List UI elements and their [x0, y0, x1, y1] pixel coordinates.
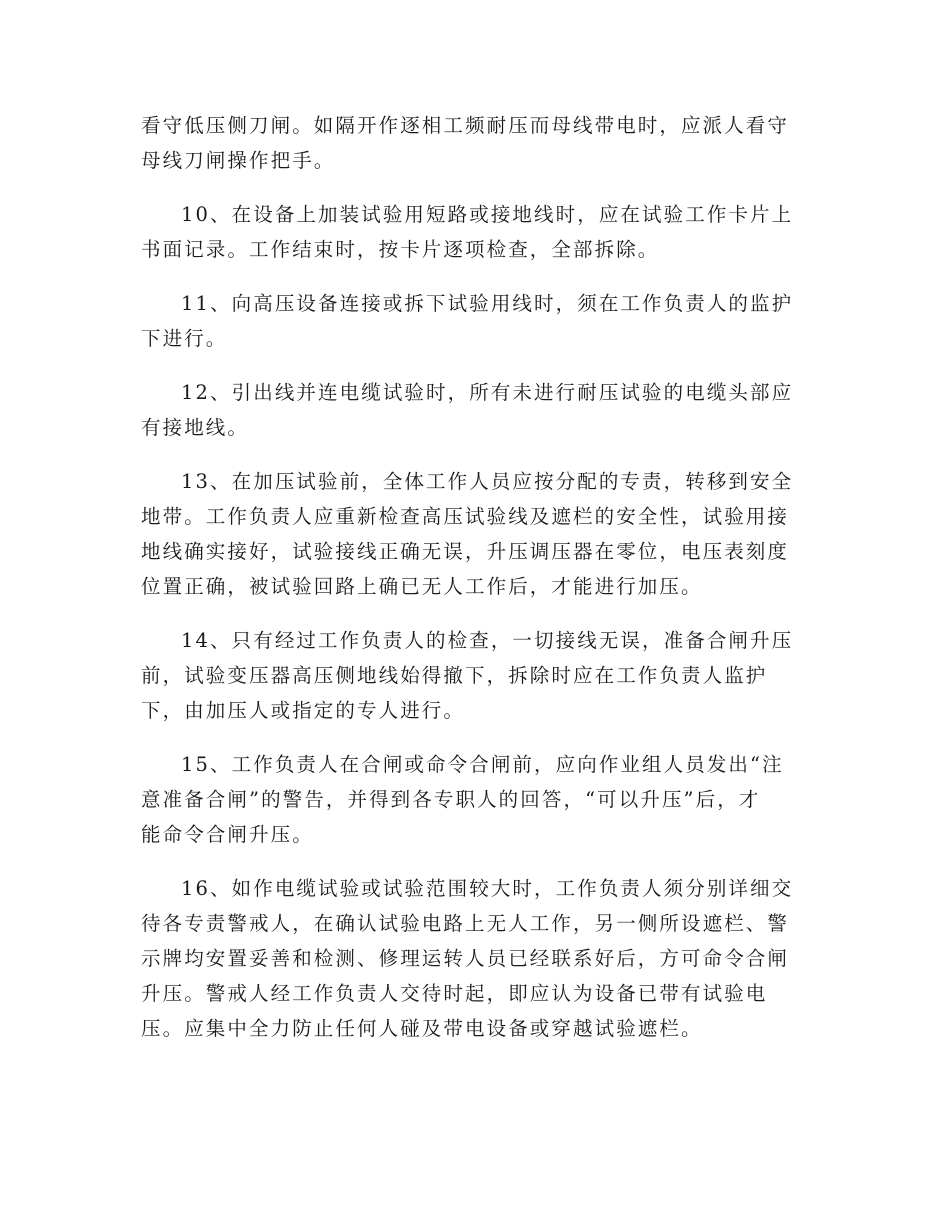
text-line: 15、工作负责人在合闸或命令合闸前，应向作业组人员发出“注 — [181, 753, 784, 776]
paragraph-item-15 — [141, 747, 801, 852]
text-line: 14、只有经过工作负责人的检查，一切接线无误，准备合闸升压 — [181, 629, 794, 652]
paragraph-continuation — [141, 108, 801, 178]
text-line: 13、在加压试验前，全体工作人员应按分配的专责，转移到安全 — [181, 470, 794, 493]
text-line: 示牌均安置妥善和检测、修理运转人员已经联系好后，方可命令合闸 — [141, 947, 790, 970]
document-body — [141, 108, 801, 1065]
text-line: 待各专责警戒人，在确认试验电路上无人工作，另一侧所设遮栏、警 — [141, 912, 790, 935]
paragraph-item-11 — [141, 286, 801, 356]
text-line: 书面记录。工作结束时，按卡片逐项检查，全部拆除。 — [141, 238, 660, 261]
text-line: 前，试验变压器高压侧地线始得撤下，拆除时应在工作负责人监护 — [141, 664, 768, 687]
text-line: 位置正确，被试验回路上确已无人工作后，才能进行加压。 — [141, 575, 703, 598]
text-line: 有接地线。 — [141, 416, 250, 439]
text-line: 看守低压侧刀闸。如隔开作逐相工频耐压而母线带电时，应派人看守 — [141, 114, 790, 137]
paragraph-item-12 — [141, 375, 801, 445]
paragraph-item-13 — [141, 464, 801, 604]
text-line: 下进行。 — [141, 327, 228, 350]
text-line: 地线确实接好，试验接线正确无误，升压调压器在零位，电压表刻度 — [141, 540, 790, 563]
text-line: 母线刀闸操作把手。 — [141, 149, 336, 172]
paragraph-item-10 — [141, 197, 801, 267]
text-line: 下，由加压人或指定的专人进行。 — [141, 699, 466, 722]
text-line: 11、向高压设备连接或拆下试验用线时，须在工作负责人的监护 — [181, 292, 794, 315]
text-line: 12、引出线并连电缆试验时，所有未进行耐压试验的电缆头部应 — [181, 381, 794, 404]
paragraph-item-16 — [141, 871, 801, 1046]
paragraph-item-14 — [141, 623, 801, 728]
text-line: 16、如作电缆试验或试验范围较大时，工作负责人须分别详细交 — [181, 877, 794, 900]
text-line: 升压。警戒人经工作负责人交待时起，即应认为设备已带有试验电 — [141, 982, 768, 1005]
text-line: 意准备合闸”的警告，并得到各专职人的回答，“可以升压”后，才 — [141, 788, 761, 811]
text-line: 地带。工作负责人应重新检查高压试验线及遮栏的安全性，试验用接 — [141, 505, 790, 528]
text-line: 10、在设备上加装试验用短路或接地线时，应在试验工作卡片上 — [181, 203, 794, 226]
text-line: 能命令合闸升压。 — [141, 823, 314, 846]
text-line: 压。应集中全力防止任何人碰及带电设备或穿越试验遮栏。 — [141, 1017, 703, 1040]
